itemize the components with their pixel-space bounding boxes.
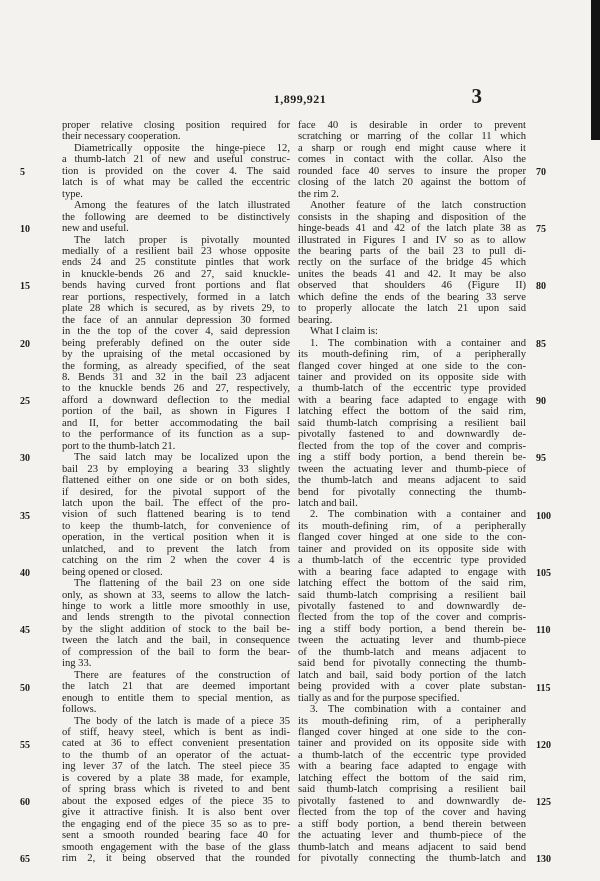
text-line: type. [62, 188, 83, 200]
line-number: 125 [536, 797, 551, 809]
line-number: 115 [536, 682, 551, 694]
text-line: flanged cover hinged at one side to the con- [298, 727, 526, 739]
text-line: The body of the latch is made of a piece 35 [74, 715, 290, 727]
line-number: 100 [536, 510, 551, 522]
text-line: latching effect the bottom of the said rim, [298, 578, 526, 590]
line-number: 5 [20, 166, 25, 178]
text-line: of stiff, heavy steel, which is bent as indi- [62, 727, 290, 739]
text-line: the bearing parts of the bail 23 to pull di- [298, 245, 526, 257]
text-line: smooth engagement with the base of the glass [62, 841, 290, 853]
text-line: thumb-latch and means adjacent to said bend [298, 841, 526, 853]
text-line: of spring brass which is riveted to and bent [62, 784, 290, 796]
text-line: unlatched, and to prevent the latch from [62, 543, 290, 555]
text-line: tially as and for the purpose specified. [298, 692, 460, 704]
text-line: 1. The combination with a container and [310, 337, 526, 349]
text-line: 3. The combination with a container and [310, 704, 526, 716]
text-line: its mouth-defining rim, of a peripherally [298, 715, 526, 727]
text-line: face 40 is desirable in order to prevent [298, 120, 526, 131]
text-line: give it attractive finish. It is also bent over [62, 807, 290, 819]
text-line: rounded face 40 serves to insure the proper [298, 165, 526, 177]
text-line: tainer and provided on its opposite side with [298, 371, 526, 383]
text-line: said bend for pivotally connecting the thumb- [298, 658, 526, 670]
text-line: flected from the top of the cover and having [298, 807, 526, 819]
text-line: said thumb-latch comprising a resilient bail [298, 784, 526, 796]
text-line: by the slight addition of stock to the bail be- [62, 623, 290, 635]
text-line: ing 33. [62, 658, 92, 670]
text-line: only, as shown at 33, seems to allow the latch- [62, 589, 290, 601]
text-line: being preferably defined on the outer side [62, 337, 290, 349]
text-line: in the the top of the cover 4, said depression [62, 326, 290, 338]
text-line: bends having curved front portions and flat [62, 280, 290, 292]
text-line: its mouth-defining rim, of a peripherally [298, 520, 526, 532]
text-line: ing a stiff body portion, a bend therein be- [298, 623, 526, 635]
text-line: tween the actuating lever and thumb-piece [298, 635, 526, 647]
text-line: said thumb-latch comprising a resilient bail [298, 417, 526, 429]
text-line: follows. [62, 704, 97, 716]
text-line: medially of a resilient bail 23 whose opposite [62, 245, 290, 257]
line-number: 35 [20, 510, 30, 522]
text-line: being provided with a cover plate substan- [298, 681, 526, 693]
text-line: rear portions, respectively, formed in a latch [62, 291, 290, 303]
text-line: ing lever 37 of the latch. The steel piece 35 [62, 761, 290, 773]
text-line: comes in contact with the collar. Also the [298, 154, 526, 166]
text-line: new and useful. [62, 223, 129, 235]
text-line: hinge-beads 41 and 42 of the latch plate 38 as [298, 223, 526, 235]
text-line: of the thumb-latch and means adjacent to [298, 646, 526, 658]
line-number: 55 [20, 739, 30, 751]
text-line: the engaging end of the piece 35 so as to pre- [62, 818, 290, 830]
text-line: latch and bail, said body portion of the latch [298, 669, 526, 681]
text-line: its mouth-defining rim, of a peripherally [298, 349, 526, 361]
text-line: said thumb-latch comprising a resilient bail [298, 589, 526, 601]
text-line: a thumb-latch of the eccentric type provided [298, 555, 526, 567]
text-line: latching effect the bottom of the said rim, [298, 772, 526, 784]
line-number: 60 [20, 797, 30, 809]
text-line: bend for pivotally connecting the thumb- [298, 486, 526, 498]
text-line: Diametrically opposite the hinge-piece 12, [74, 142, 290, 154]
text-line: latch upon the bail. The effect of the pro- [62, 497, 290, 509]
text-line: There are features of the construction of [74, 669, 290, 681]
text-line: rectly on the surface of the bridge 45 which [298, 257, 526, 269]
text-line: flattened either on one side or on both sides, [62, 475, 290, 487]
line-number: 75 [536, 224, 546, 236]
text-line: of compression of the bail to form the bear- [62, 646, 290, 658]
line-number: 15 [20, 281, 30, 293]
text-line: pivotally fastened to and downwardly de- [298, 429, 526, 441]
text-line: Another feature of the latch construction [310, 200, 526, 212]
text-line: bearing. [298, 314, 333, 326]
text-line: a thumb-latch of the eccentric type provided [298, 749, 526, 761]
text-line: if desired, for the pivotal support of the [62, 486, 290, 498]
text-line: consists in the shaping and disposition of the [298, 211, 526, 223]
text-line: for pivotally connecting the thumb-latch and [298, 853, 526, 864]
text-line: to the knuckle bends 26 and 27, respectively, [62, 383, 290, 395]
text-line: a thumb-latch 21 of new and useful construc- [62, 154, 290, 166]
text-line: which define the ends of the bearing 33 serve [298, 291, 526, 303]
line-number: 30 [20, 453, 30, 465]
line-number: 70 [536, 166, 546, 178]
text-line: and lends strength to the pivotal connection [62, 612, 290, 624]
text-line: to the performance of its function as a sup- [62, 429, 290, 441]
text-line: The latch proper is pivotally mounted [74, 234, 290, 246]
text-line: flanged cover hinged at one side to the con- [298, 360, 526, 372]
text-line: to the thumb of an operator of the actuat- [62, 749, 290, 761]
text-line: enough to entitle them to special mention, as [62, 692, 290, 704]
text-line: the rim 2. [298, 188, 339, 200]
text-line: flected from the top of the cover and compris- [298, 440, 526, 452]
right-text-column [298, 120, 526, 864]
text-line: the latch 21 that are deemed important [62, 681, 290, 693]
text-line: The said latch may be localized upon the [74, 452, 290, 464]
text-line: pivotally fastened to and downwardly de- [298, 601, 526, 613]
text-line: observed that shoulders 46 (Figure II) [298, 280, 526, 292]
text-line: afford a downward deflection to the medial [62, 394, 290, 406]
text-line: portion of the bail, as shown in Figures I [62, 406, 290, 418]
text-line: closing of the latch 20 against the bottom of [298, 177, 526, 189]
text-line: their necessary cooperation. [62, 131, 181, 143]
text-line: to keep the thumb-latch, for convenience of [62, 520, 290, 532]
left-text-column [62, 120, 290, 864]
text-line: a stiff body portion, a bend therein between [298, 818, 526, 830]
line-number: 20 [20, 338, 30, 350]
text-line: hinge to work a little more smoothly in use, [62, 601, 290, 613]
line-number: 50 [20, 682, 30, 694]
text-line: operation, in the vertical position when it is [62, 532, 290, 544]
text-line: is covered by a plate 38 made, for example, [62, 772, 290, 784]
text-line: proper relative closing position required for [62, 120, 290, 131]
line-number: 10 [20, 224, 30, 236]
page-edge-mark [591, 0, 600, 140]
text-line: tainer and provided on its opposite side with [298, 738, 526, 750]
text-line: unites the beads 41 and 42. It may be also [298, 268, 526, 280]
text-line: being opened or closed. [62, 566, 163, 578]
text-line: latch and bail. [298, 497, 358, 509]
text-line: the forming, as already specified, of the seat [62, 360, 290, 372]
text-line: ends 24 and 25 constitute pintles that work [62, 257, 290, 269]
line-number: 95 [536, 453, 546, 465]
text-line: tween the actuating lever and thumb-piece of [298, 463, 526, 475]
line-number: 130 [536, 854, 551, 866]
text-line: in knuckle-bends 26 and 27, said knuckle- [62, 268, 290, 280]
text-line: with a bearing face adapted to engage with [298, 394, 526, 406]
line-number: 45 [20, 625, 30, 637]
text-line: and II, for better accommodating the bail [62, 417, 290, 429]
text-line: the following are deemed to be distinctively [62, 211, 290, 223]
text-line: flected from the top of the cover and compris- [298, 612, 526, 624]
text-line: sent a smooth rounded bearing face 40 for [62, 830, 290, 842]
sheet-number: 3 [471, 84, 482, 108]
text-line: the thumb-latch and means adjacent to said [298, 475, 526, 487]
line-number: 25 [20, 396, 30, 408]
text-line: pivotally fastened to and downwardly de- [298, 795, 526, 807]
text-line: cated at 36 to effect convenient presentation [62, 738, 290, 750]
text-line: tween the latch and the bail, in consequence [62, 635, 290, 647]
text-line: tion is provided on the cover 4. The said [62, 165, 290, 177]
text-line: rim 2, it being observed that the rounded [62, 853, 290, 864]
text-line: flanged cover hinged at one side to the con- [298, 532, 526, 544]
text-line: catching on the rim 2 when the cover 4 is [62, 555, 290, 567]
page-header-number: 1,899,921 [273, 92, 327, 106]
text-line: a sharp or rough end might cause where it [298, 142, 526, 154]
text-line: port to the thumb-latch 21. [62, 440, 176, 452]
line-number: 85 [536, 338, 546, 350]
text-line: tainer and provided on its opposite side with [298, 543, 526, 555]
text-line: Among the features of the latch illustrated [74, 200, 290, 212]
text-line: the actuating lever and thumb-piece of the [298, 830, 526, 842]
text-line: What I claim is: [310, 326, 378, 338]
text-line: with a bearing face adapted to engage with [298, 566, 526, 578]
line-number: 120 [536, 739, 551, 751]
line-number: 90 [536, 396, 546, 408]
text-line: illustrated in Figures I and IV so as to allow [298, 234, 526, 246]
text-line: to properly allocate the latch 21 upon said [298, 303, 526, 315]
text-line: a thumb-latch of the eccentric type provided [298, 383, 526, 395]
line-number: 110 [536, 625, 551, 637]
text-line: 2. The combination with a container and [310, 509, 526, 521]
line-number: 105 [536, 567, 551, 579]
text-line: plate 28 which is secured, as by rivets 29, to [62, 303, 290, 315]
text-line: vision of such flattened bearing is to tend [62, 509, 290, 521]
text-line: latching effect the bottom of the said rim, [298, 406, 526, 418]
text-line: ing a stiff body portion, a bend therein be- [298, 452, 526, 464]
text-line: The flattening of the bail 23 on one side [74, 578, 290, 590]
text-line: scratching or marring of the collar 11 which [298, 131, 526, 143]
line-number: 65 [20, 854, 30, 866]
line-number: 80 [536, 281, 546, 293]
text-line: latch is of what may be called the eccentric [62, 177, 290, 189]
text-line: about the exposed edges of the piece 35 to [62, 795, 290, 807]
text-line: bail 23 by employing a bearing 33 slightly [62, 463, 290, 475]
text-line: with a bearing face adapted to engage with [298, 761, 526, 773]
line-number: 40 [20, 567, 30, 579]
text-line: by the upraising of the metal occasioned by [62, 349, 290, 361]
text-line: 8. Bends 31 and 32 in the bail 23 adjacent [62, 371, 290, 383]
text-line: the face of an annular depression 30 formed [62, 314, 290, 326]
